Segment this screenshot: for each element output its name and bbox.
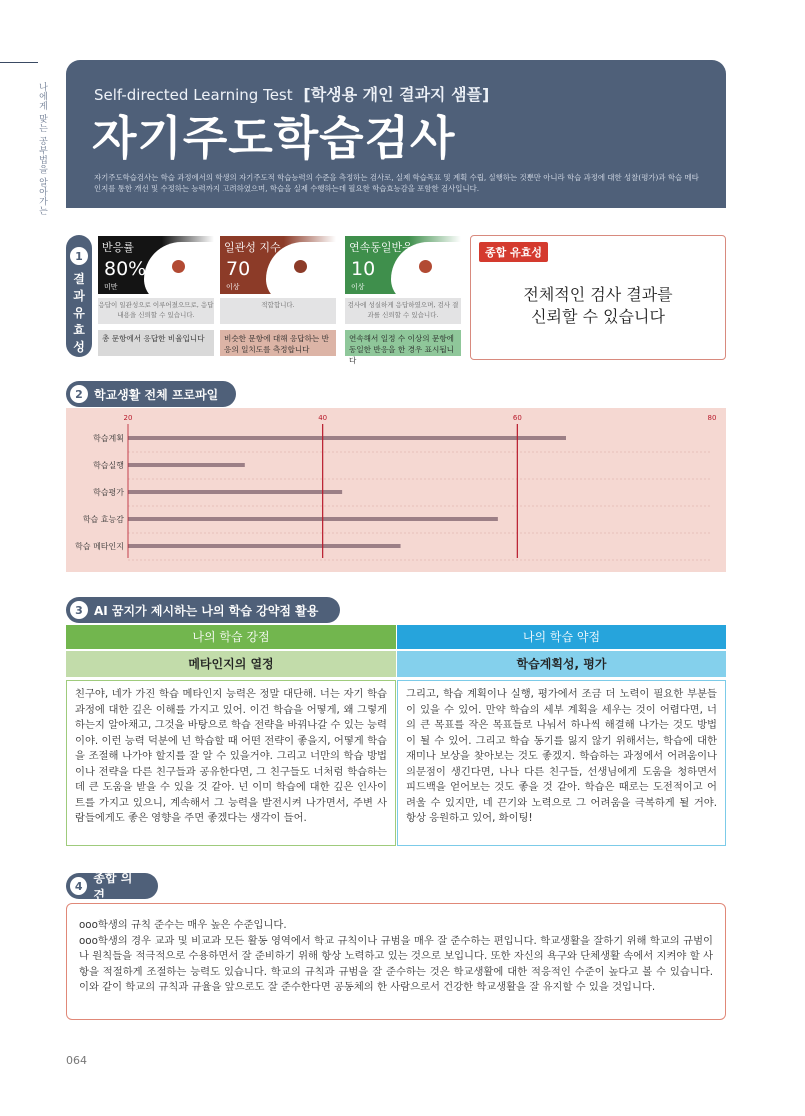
- section1-number: 1: [70, 247, 88, 265]
- section1-label-text: 결 과 유 효 성: [73, 272, 85, 354]
- overall-validity-line2: 신뢰할 수 있습니다: [531, 307, 665, 326]
- page-title: 자기주도학습검사: [92, 111, 456, 165]
- card-value: 70: [226, 258, 251, 280]
- section4-number: 4: [70, 877, 87, 895]
- overall-validity-line1: 전체적인 검사 결과를: [523, 285, 673, 304]
- section1-label: [66, 235, 92, 357]
- section4-label: [66, 871, 158, 902]
- card-header: [98, 236, 214, 294]
- page-number: 064: [66, 1054, 87, 1067]
- opinion-line1: ooo학생의 규칙 준수는 매우 높은 수준입니다.: [79, 919, 287, 931]
- bar: [128, 463, 245, 467]
- card-indicator-dot: [294, 260, 307, 273]
- card-meaning: 연속해서 일정 수 이상의 문항에 동일한 반응을 한 경우 표시됩니다: [345, 330, 461, 356]
- card-note: 응답이 일관성으로 이루어졌으므로, 응답 내용을 신뢰할 수 있습니다.: [98, 298, 214, 324]
- overall-validity-badge: 종합 유효성: [479, 242, 548, 262]
- weakness-body: 그리고, 학습 계획이나 실행, 평가에서 조금 더 노력이 필요한 부분들이 있을 수 있어. 만약 학습의 세부 계획을 세우는 것이 어렵다면, 너의 큰 목표를 작은 목표들로 나눠서 하나씩 해결해 나가는 것도 방법이 될 수 있어. 그리고 학습 동기를 잃지 않기 위해서는, 학습에 대한 재미나 보상을 찾아보는 것도 좋겠지. 학습하는 과정에서 어려움이나 의문점이 생긴다면, 나나 다른 친구들, 선생님에게 도움을 청하면서 피드백을 얻어보는 것도 좋을 것 같아. 학습은 때로는 도전적이고 어려울 수 있지만, 네 끈기와 노력으로 그 어려움을 극복하게 될 거야. 항상 응원하고 있어, 화이팅!: [397, 680, 726, 846]
- english-title: Self-directed Learning Test: [94, 86, 293, 104]
- strength-body: 친구야, 네가 가진 학습 메타인지 능력은 정말 대단해. 너는 자기 학습 과정에 대한 깊은 이해를 가지고 있어. 이건 학습을 어떻게, 왜 그렇게 하는지 알아채고, 그것을 바탕으로 학습 전략을 바꿔나갈 수 있는 능력이야. 이런 능력 덕분에 넌 학습할 때 어떤 전략이 좋을지, 어떻게 학습을 조절해 나가야 할지를 잘 알 수 있을거야. 그리고 너만의 학습 방법이나 전략을 다른 친구들과 공유한다면, 그 친구들도 너처럼 학습하는 데 큰 도움을 받을 수 있을 것 같아. 넌 이미 학습에 대한 깊은 인사이트를 가지고 있으니, 계속해서 그 능력을 발전시켜 나가면서, 주변 사람들에게도 좋은 영향을 주면 좋겠다는 생각이 들어.: [66, 680, 396, 846]
- validity-card-response-rate: [98, 236, 214, 360]
- bar: [128, 436, 566, 440]
- profile-chart: [66, 408, 726, 572]
- x-tick-label: 80: [707, 414, 717, 422]
- validity-card-consecutive: [345, 236, 461, 365]
- overall-validity-box: [470, 235, 726, 360]
- bracket-title: [학생용 개인 결과지 샘플]: [303, 85, 490, 104]
- section3-title: AI 꿈지가 제시하는 나의 학습 강약점 활용: [94, 603, 319, 618]
- card-indicator-dot: [419, 260, 432, 273]
- card-meaning: 비슷한 문항에 대해 응답하는 반응의 일치도를 측정합니다: [220, 330, 336, 356]
- card-header: [345, 236, 461, 294]
- strength-header: 나의 학습 강점: [66, 625, 396, 649]
- card-qualifier: 이상: [226, 283, 240, 291]
- category-label: 학습계획: [93, 434, 124, 443]
- bar: [128, 490, 342, 494]
- category-label: 학습 메타인지: [75, 542, 124, 551]
- side-tab-text: 나에게 맞는 공부법을 알아가는: [37, 82, 47, 216]
- card-name: 연속동일반응: [349, 241, 413, 254]
- x-tick-label: 20: [123, 414, 133, 422]
- overall-opinion-box: [66, 903, 726, 1020]
- bar: [128, 517, 498, 521]
- card-name: 반응률: [102, 241, 134, 254]
- category-label: 학습실행: [93, 461, 124, 470]
- section3-label: [66, 597, 340, 623]
- section2-label: [66, 381, 236, 407]
- side-tab-line: [0, 62, 38, 63]
- x-tick-label: 60: [512, 414, 522, 422]
- card-value: 80%: [104, 258, 147, 280]
- card-meaning: 총 문항에서 응답한 비율입니다: [98, 330, 214, 356]
- card-value: 10: [351, 258, 376, 280]
- card-header: [220, 236, 336, 294]
- header-description: 자기주도학습검사는 학습 과정에서의 학생의 자기주도적 학습능력의 수준을 측정하는 검사로, 실제 학습목표 및 계획 수립, 실행하는 것뿐만 아니라 학습 과정에 대한 성찰(평가)과 학습 메타인지를 통한 개선 및 수정하는 능력까지 고려하였으며, 학습을 실제 수행하는데 필요한 학습효능감을 포함한 검사입니다.: [94, 173, 699, 193]
- overall-validity-text: [471, 284, 725, 328]
- card-qualifier: 이상: [351, 283, 365, 291]
- card-note: 적합합니다.: [220, 298, 336, 324]
- bar: [128, 544, 401, 548]
- card-indicator-dot: [172, 260, 185, 273]
- weakness-subheader: 학습계획성, 평가: [397, 651, 726, 677]
- opinion-body: ooo학생의 경우 교과 및 비교과 모든 활동 영역에서 학교 규칙이나 규범을 매우 잘 준수하는 편입니다. 학교생활을 잘하기 위해 학교의 규범이나 원칙들을 적극적으로 수용하면서 잘 준비하기 위해 항상 노력하고 있는 것으로 보입니다. 또한 자신의 욕구와 단체생활 속에서 지켜야 할 사항을 적절하게 조절하는 능력도 있습니다. 학교의 규칙과 규범을 잘 준수하는 것은 학교생활에 대한 적응적인 수준이 높다고 볼 수 있습니다. 이와 같이 학교의 규칙과 규율을 앞으로도 잘 준수한다면 공동체의 한 사람으로서 건강한 학교생활을 잘 유지할 수 있을 것입니다.: [79, 934, 713, 993]
- weakness-header: 나의 학습 약점: [397, 625, 726, 649]
- profile-chart-area: [66, 408, 726, 572]
- category-label: 학습 효능감: [82, 515, 124, 524]
- category-label: 학습평가: [93, 488, 124, 497]
- card-name: 일관성 지수: [224, 241, 281, 254]
- card-qualifier: 미만: [104, 283, 118, 291]
- validity-card-consistency: [220, 236, 336, 360]
- x-tick-label: 40: [318, 414, 328, 422]
- card-note: 검사에 성실하게 응답하였으며, 검사 결과를 신뢰할 수 있습니다.: [345, 298, 461, 324]
- strength-subheader: 메타인지의 열정: [66, 651, 396, 677]
- header-banner: [66, 60, 726, 208]
- section2-number: 2: [70, 385, 88, 403]
- section2-title: 학교생활 전체 프로파일: [94, 387, 219, 402]
- section4-title: 종합 의견: [93, 871, 133, 902]
- section3-number: 3: [70, 601, 88, 619]
